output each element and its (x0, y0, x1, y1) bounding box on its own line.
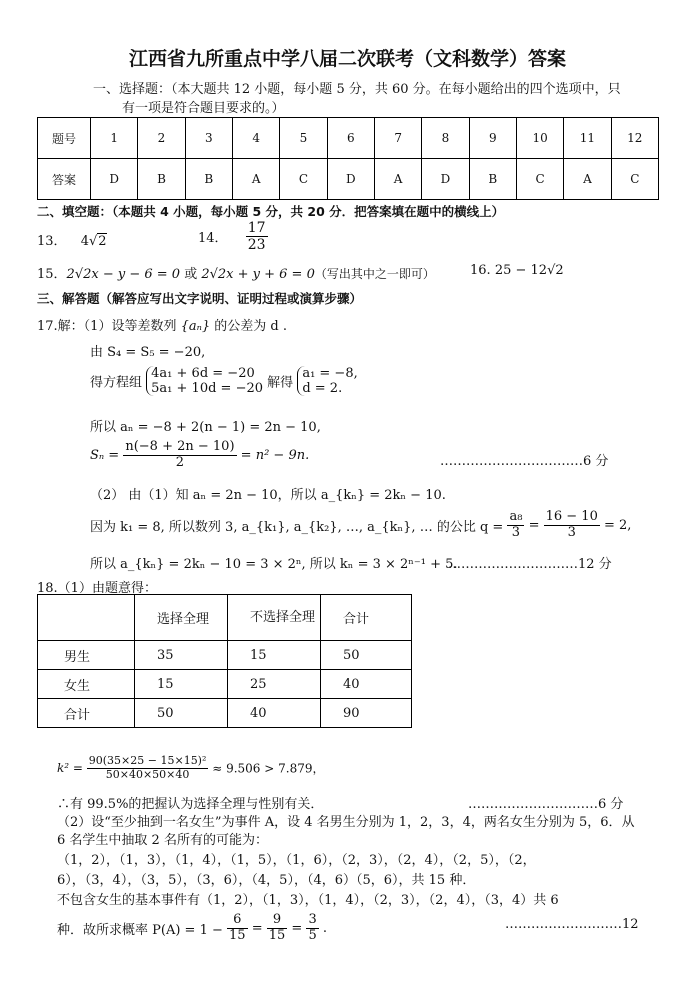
q17-ratio-fraction-2 (544, 510, 600, 541)
table-cell: 50 (135, 699, 228, 728)
q18-prob-eq-1: = (251, 920, 263, 936)
q18-part2-line: （2）设“至少抽到一名女生”为事件 A，设 4 名男生分别为 1，2，3，4，两名女生分别为 5，6．从 (57, 815, 635, 830)
q18-score-1: …………………………6 分 (468, 797, 624, 812)
k2-result: ≈ 9.506 > 7.879， (212, 761, 325, 776)
q17-system-1a: 4a₁ + 6d = −20 (151, 366, 255, 381)
question-number: 2 (138, 118, 185, 159)
answer-cell: C (280, 159, 327, 200)
k2-formula (57, 755, 324, 781)
q18-part2-line: （1，2），（1，3），（1，4），（1，5），（1，6），（2，3），（2，4），（2，5），（2， (57, 853, 536, 868)
q18-prob-num-2: 9 (267, 913, 288, 929)
q17-intro-tail: 的公差为 d . (214, 319, 288, 334)
k2-numerator: 90(35×25 − 15×15)² (88, 754, 207, 767)
q15-or: 或 (180, 267, 202, 282)
table-row (38, 699, 412, 728)
q18-prob-den-2: 15 (268, 927, 286, 943)
answer-cell: A (564, 159, 611, 200)
q18-intro: 18.（1）由题意得： (37, 581, 157, 596)
q13-coef: 4 (80, 234, 89, 249)
q14-label: 14． (198, 231, 228, 247)
table-cell: 女生 (38, 670, 135, 699)
contingency-table (37, 594, 412, 728)
q17-ratio-text: 因为 k₁ = 8, 所以数列 3, a_{k₁}, a_{k₂}, …, a_{kₙ}, … 的公比 q = (90, 519, 508, 535)
q17-line8: 所以 a_{kₙ} = 2kₙ − 10 = 3 × 2ⁿ, 所以 kₙ = 3 × 2ⁿ⁻¹ + 5. (90, 557, 458, 572)
q17-solve-label: 解得 (267, 375, 294, 391)
question-number: 4 (232, 118, 279, 159)
table-cell: 合计 (38, 699, 135, 728)
q18-score-2: ………………………12 (505, 917, 639, 932)
q18-prob-den-1: 15 (229, 927, 246, 943)
q17-line7 (90, 510, 631, 541)
contingency-header (38, 595, 135, 641)
q18-part2-line: 6 名学生中抽取 2 名所有的可能为： (57, 833, 268, 848)
q17-ratio-fraction-1 (507, 510, 524, 541)
question-number: 10 (516, 118, 563, 159)
contingency-header-row (38, 595, 412, 641)
q13 (37, 230, 107, 249)
q16 (470, 263, 564, 278)
q17-system-2a: a₁ = −8, (302, 366, 358, 381)
q18-prob-num-3: 3 (308, 912, 317, 927)
q16-label: 16. (470, 263, 491, 278)
q15 (37, 263, 435, 282)
q14 (198, 220, 268, 253)
answer-cell: B (185, 159, 232, 200)
q17-sn-fraction (123, 440, 236, 471)
q17-ratio-result: = 2, (603, 517, 632, 533)
question-number: 9 (469, 118, 516, 159)
k2-label: k² = (57, 761, 87, 776)
q17-system-1 (146, 366, 263, 396)
q17-ratio-den-2: 3 (567, 524, 576, 540)
q18-part2-line: 6），（3，4），（3，5），（3，6），（4，5），（4，6）（5，6），共 15 种． (57, 873, 476, 888)
q17-ratio-eq: = (528, 517, 544, 533)
contingency-header: 选择全理 (135, 595, 228, 641)
q17-line6: （2） 由（1）知 aₙ = 2n − 10，所以 a_{kₙ} = 2kₙ − 10. (90, 488, 446, 503)
q17-system (90, 366, 358, 396)
question-number: 11 (564, 118, 611, 159)
q17-ratio-num-2: 16 − 10 (545, 509, 598, 524)
page-title: 江西省九所重点中学八届二次联考（文科数学）答案 (128, 48, 566, 70)
q18-conclusion: ∴有 99.5%的把握认为选择全理与性别有关． (57, 797, 324, 812)
answer-cell: D (422, 159, 469, 200)
q17-system-label: 得方程组 (90, 375, 143, 391)
q17-system-2b: d = 2. (302, 381, 343, 396)
table-cell: 50 (321, 641, 412, 670)
question-number: 3 (185, 118, 232, 159)
question-number: 8 (422, 118, 469, 159)
answer-cell: D (327, 159, 374, 200)
q17-sequence: {aₙ} (180, 319, 211, 334)
answer-cell: C (516, 159, 563, 200)
q17-system-1b: 5a₁ + 10d = −20 (151, 381, 264, 396)
q17-score-1: ……………………………6 分 (440, 454, 609, 469)
table-cell: 35 (135, 641, 228, 670)
table-cell: 40 (228, 699, 321, 728)
q13-answer: 4√2 (80, 234, 107, 249)
q17-sn-result: = n² − 9n. (240, 447, 310, 463)
q18-prob-period: . (322, 920, 328, 936)
row-header-answer: 答案 (38, 159, 91, 200)
answer-cell: A (232, 159, 279, 200)
question-number: 5 (280, 118, 327, 159)
question-number: 1 (91, 118, 138, 159)
q17-ratio-den-1: 3 (511, 524, 521, 540)
q17-line5 (90, 440, 309, 471)
table-cell: 25 (228, 670, 321, 699)
q15-equation-2: 2√2x + y + 6 = 0 (201, 267, 315, 282)
q17-score-2: …………………………12 分 (448, 557, 612, 572)
answer-cell: D (91, 159, 138, 200)
q18-prob-eq-2: = (291, 920, 303, 936)
q17-sn-denominator: 2 (175, 454, 185, 470)
section1-line2: 有一项是符合题目要求的。） (122, 101, 285, 116)
table-cell: 15 (228, 641, 321, 670)
question-number: 6 (327, 118, 374, 159)
question-number: 7 (374, 118, 421, 159)
k2-denominator: 50×40×50×40 (105, 767, 190, 781)
answer-table (37, 117, 659, 200)
q17-system-2 (297, 366, 357, 396)
q18-prob-fraction-2 (267, 913, 288, 944)
q18-probability (57, 913, 327, 944)
contingency-header: 不选择全理 (228, 595, 321, 641)
answer-cell: A (374, 159, 421, 200)
q17-intro (37, 315, 287, 334)
answer-cell: B (138, 159, 185, 200)
q18-part2 (57, 812, 667, 912)
q17-intro-text: 17.解：（1）设等差数列 (37, 319, 177, 334)
q18-prob-fraction-1 (227, 913, 248, 944)
table-row (38, 670, 412, 699)
answer-cell: B (469, 159, 516, 200)
q16-answer: 25 − 12√2 (494, 263, 564, 278)
q17-ratio-num-1: a₈ (509, 509, 523, 524)
table-cell: 90 (321, 699, 412, 728)
table-cell: 40 (321, 670, 412, 699)
section1-instructions (93, 80, 673, 118)
q17-line4: 所以 aₙ = −8 + 2(n − 1) = 2n − 10, (90, 420, 321, 435)
q18-prob-fraction-3 (306, 913, 318, 944)
table-cell: 男生 (38, 641, 135, 670)
question-number: 12 (611, 118, 658, 159)
section1-line1: 一、选择题：（本大题共 12 小题，每小题 5 分，共 60 分。在每小题给出的四个选项中，只 (93, 82, 621, 97)
q15-equation-1: 2√2x − y − 6 = 0 (66, 267, 181, 282)
q15-note: （写出其中之一即可） (314, 267, 435, 281)
q17-line2: 由 S₄ = S₅ = −20, (90, 345, 206, 360)
q13-label: 13． (37, 234, 67, 249)
q15-label: 15． (37, 267, 67, 282)
q18-prob-den-3: 5 (308, 927, 317, 943)
row-header-number: 题号 (38, 118, 91, 159)
section3-heading: 三、解答题（解答应写出文字说明、证明过程或演算步骤） (37, 291, 363, 306)
q14-denominator: 23 (247, 237, 266, 254)
answer-cell: C (611, 159, 658, 200)
q18-part2-line: 不包含女生的基本事件有（1，2），（1，3），（1，4），（2，3），（2，4），（3，4）共 6 (57, 893, 559, 908)
q13-radicand: 2 (98, 234, 107, 249)
contingency-header: 合计 (321, 595, 412, 641)
section2-heading: 二、填空题：（本题共 4 小题，每小题 5 分，共 20 分．把答案填在题中的横线上） (37, 204, 505, 219)
q18-probability-text: 种．故所求概率 P(A) = 1 − (57, 922, 227, 938)
q18-prob-num-1: 6 (227, 913, 248, 929)
q17-sn-label: Sₙ = (90, 447, 124, 463)
k2-fraction (87, 755, 209, 781)
q14-numerator: 17 (247, 220, 266, 236)
answer-table-answer-row (38, 159, 659, 200)
answer-table-number-row (38, 118, 659, 159)
q17-sn-numerator: n(−8 + 2n − 10) (125, 439, 235, 454)
table-cell: 15 (135, 670, 228, 699)
q14-fraction (246, 220, 268, 253)
table-row (38, 641, 412, 670)
